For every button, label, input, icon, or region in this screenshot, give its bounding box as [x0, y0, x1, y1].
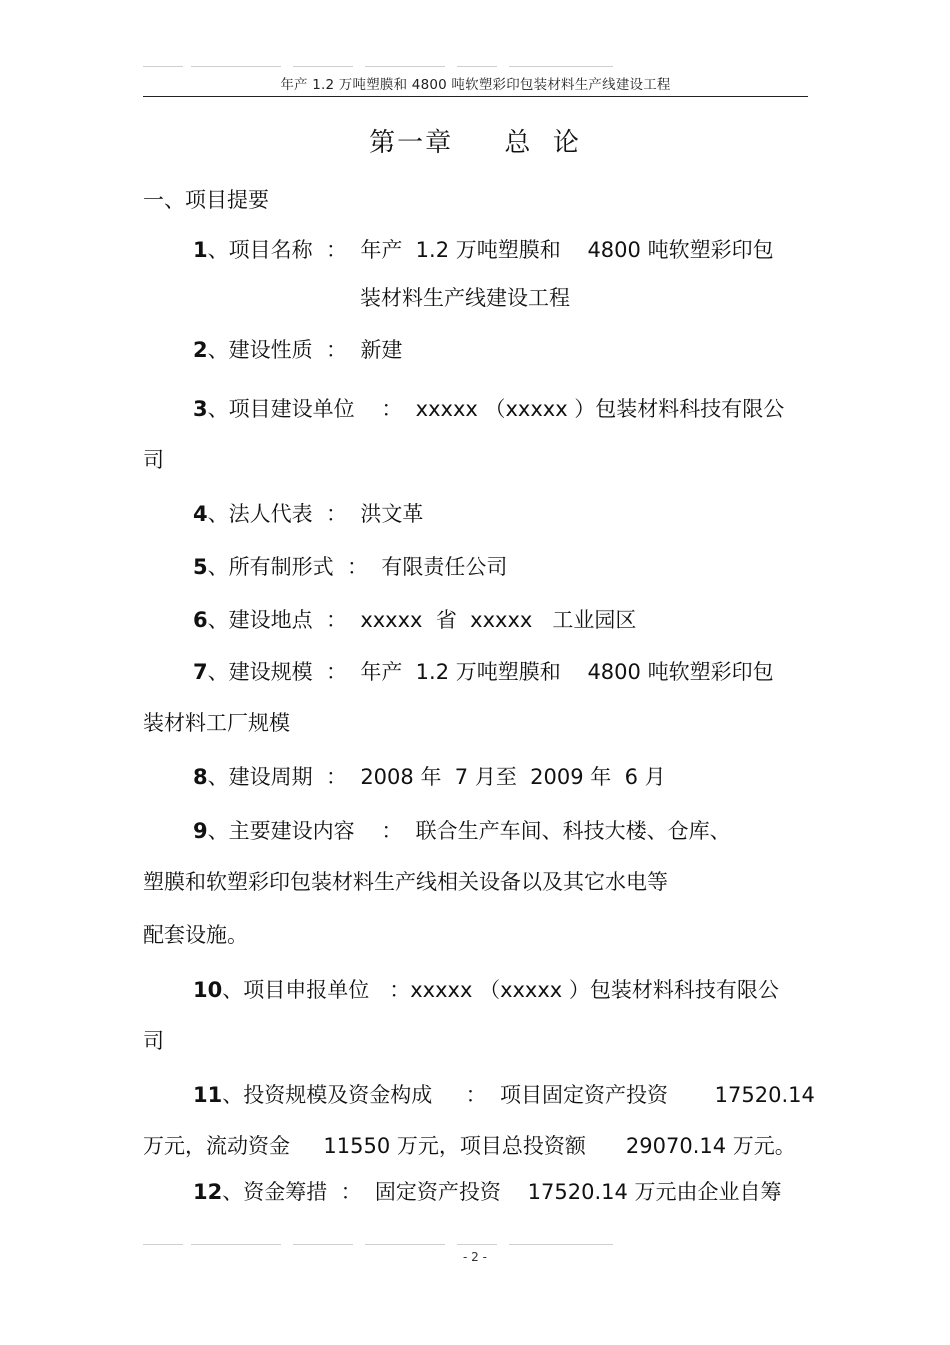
item-3-line-2: 司 — [143, 448, 164, 472]
item-3-line-1 — [193, 395, 784, 423]
item-text: 、项目建设单位 ： xxxxx （xxxxx ）包装材料科技有限公 — [207, 397, 785, 421]
item-number: 6 — [193, 608, 208, 632]
item-5-line-1 — [193, 553, 507, 581]
item-text: 、建设周期 ： 2008 年 7 月至 2009 年 6 月 — [207, 765, 666, 789]
item-11-line-1 — [193, 1081, 815, 1109]
item-text: 、建设性质 ： 新建 — [207, 338, 403, 362]
item-number: 9 — [193, 819, 208, 843]
item-number: 12 — [193, 1180, 223, 1204]
item-number: 8 — [193, 765, 208, 789]
item-7-line-1 — [193, 658, 774, 686]
item-number: 5 — [193, 555, 208, 579]
item-text: 、项目申报单位 ：xxxxx （xxxxx ）包装材料科技有限公 — [222, 978, 779, 1002]
item-text: 、资金筹措 ： 固定资产投资 17520.14 万元由企业自筹 — [222, 1180, 782, 1204]
item-4-line-1 — [193, 500, 423, 528]
item-8-line-1 — [193, 763, 666, 791]
item-text: 、建设规模 ： 年产 1.2 万吨塑膜和 4800 吨软塑彩印包 — [207, 660, 774, 684]
item-10-line-1 — [193, 976, 779, 1004]
header-decoration — [143, 66, 613, 68]
item-text: 、所有制形式 ： 有限责任公司 — [207, 555, 508, 579]
item-6-line-1 — [193, 606, 636, 634]
item-number: 10 — [193, 978, 223, 1002]
item-text: 、投资规模及资金构成 ： 项目固定资产投资 17520.14 — [222, 1083, 815, 1107]
item-number: 4 — [193, 502, 208, 526]
item-text: 、法人代表 ： 洪文革 — [207, 502, 424, 526]
item-2-line-1 — [193, 336, 402, 364]
item-text: 、项目名称 ： 年产 1.2 万吨塑膜和 4800 吨软塑彩印包 — [207, 238, 774, 262]
item-number: 3 — [193, 397, 208, 421]
item-1-line-1 — [193, 236, 774, 264]
item-12-line-1 — [193, 1178, 782, 1206]
page-number: - 2 - — [463, 1250, 487, 1264]
item-11-line-2: 万元，流动资金 11550 万元，项目总投资额 29070.14 万元。 — [143, 1134, 796, 1158]
chapter-title: 第一章 总 论 — [369, 128, 581, 158]
item-9-line-3: 配套设施。 — [143, 923, 248, 947]
item-number: 1 — [193, 238, 208, 262]
running-header: 年产 1.2 万吨塑膜和 4800 吨软塑彩印包装材料生产线建设工程 — [280, 77, 671, 93]
item-text: 、建设地点 ： xxxxx 省 xxxxx 工业园区 — [207, 608, 637, 632]
item-10-line-2: 司 — [143, 1029, 164, 1053]
item-7-line-2: 装材料工厂规模 — [143, 711, 290, 735]
item-9-line-2: 塑膜和软塑彩印包装材料生产线相关设备以及其它水电等 — [143, 870, 668, 894]
item-1-line-2: 装材料生产线建设工程 — [360, 286, 570, 310]
item-number: 7 — [193, 660, 208, 684]
item-number: 11 — [193, 1083, 223, 1107]
item-number: 2 — [193, 338, 208, 362]
item-9-line-1 — [193, 817, 731, 845]
header-rule — [143, 96, 808, 97]
section-heading: 一、项目提要 — [143, 188, 269, 212]
item-text: 、主要建设内容 ： 联合生产车间、科技大楼、仓库、 — [207, 819, 731, 843]
footer-decoration — [143, 1244, 613, 1246]
